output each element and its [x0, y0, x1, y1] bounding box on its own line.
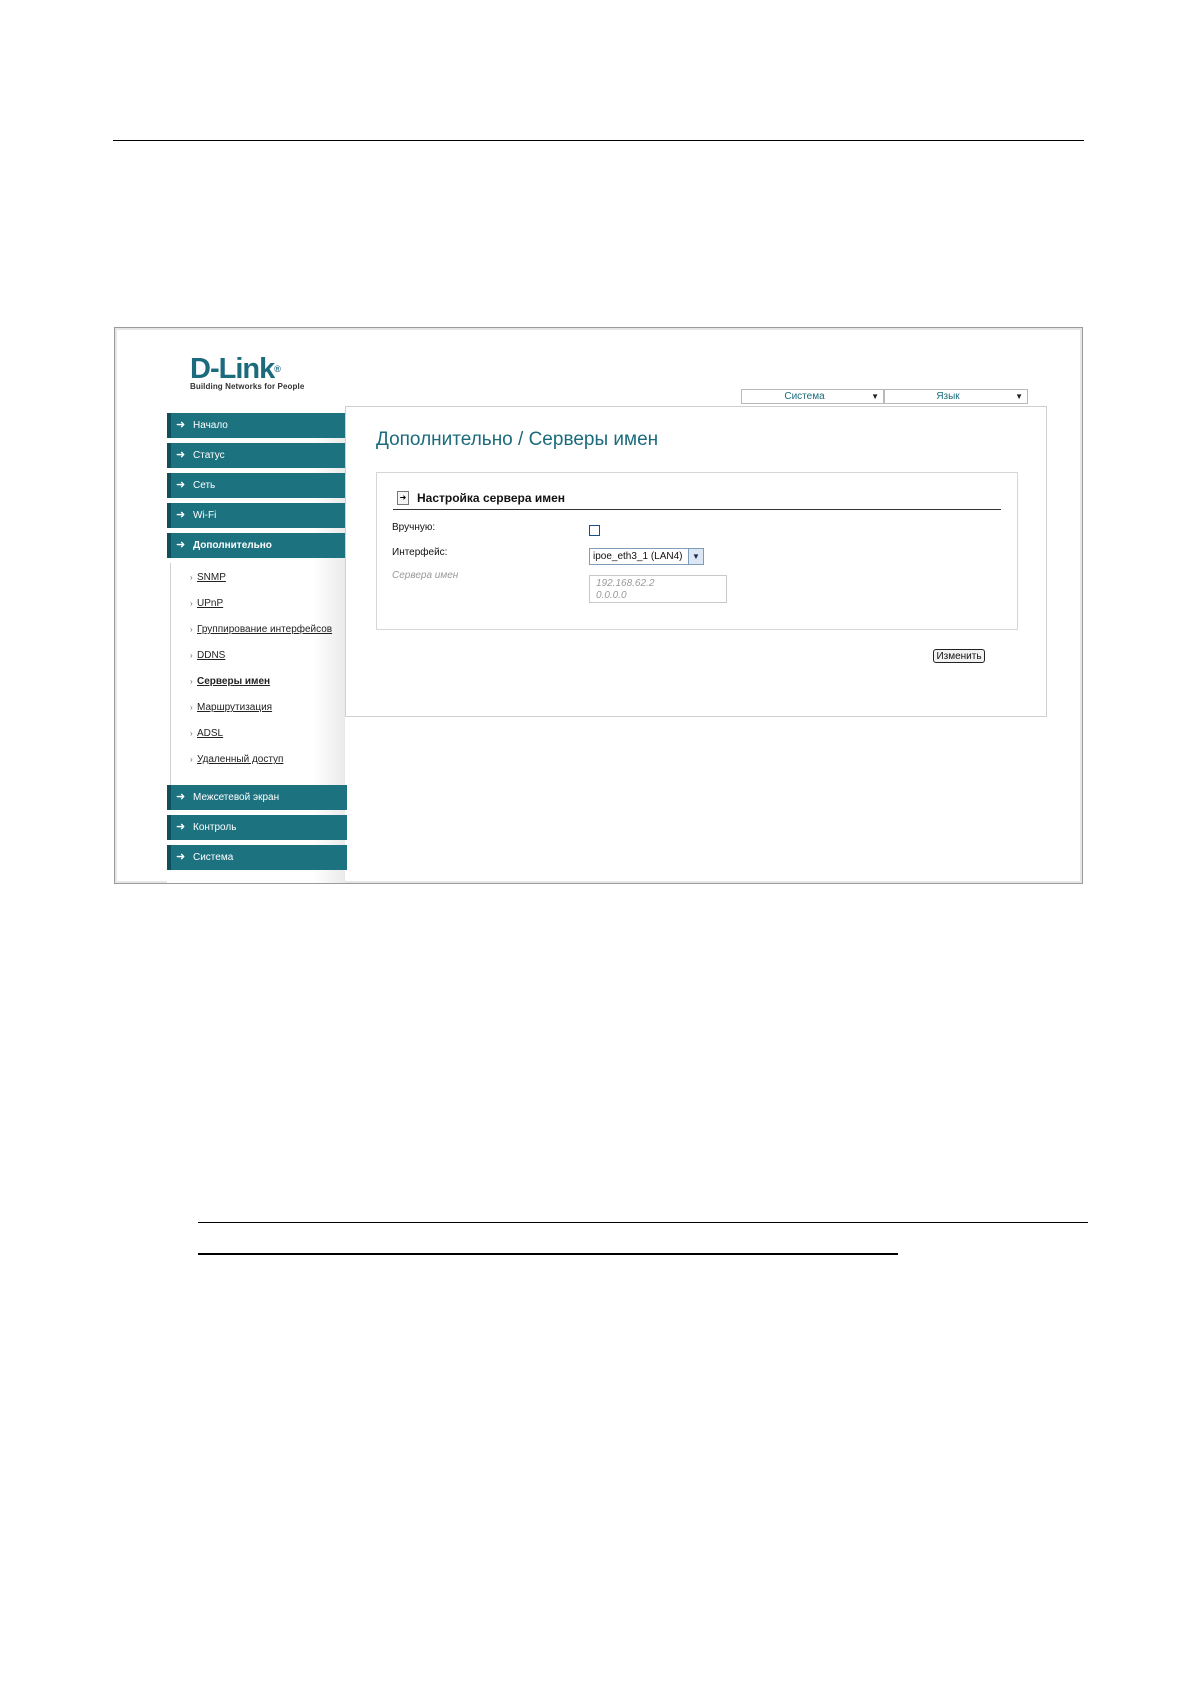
dropdown-arrow-icon: ▼ [1015, 392, 1023, 401]
submenu-item-label[interactable]: Маршрутизация [197, 702, 273, 713]
bullet-icon: › [190, 625, 193, 634]
sidebar-item-label: Межсетевой экран [193, 792, 280, 803]
language-label: Язык [936, 391, 960, 402]
arrow-right-icon: ➜ [176, 821, 186, 833]
sidebar-item-system[interactable] [167, 845, 347, 870]
bullet-icon: › [190, 729, 193, 738]
submenu-item-label[interactable]: Серверы имен [197, 676, 271, 687]
submenu-item-adsl[interactable] [171, 723, 347, 749]
name-server-entry: 0.0.0.0 [596, 590, 627, 601]
router-web-ui-screenshot [114, 327, 1083, 884]
submenu-item-label[interactable]: DDNS [197, 650, 226, 661]
logo-text: D-Link [190, 353, 275, 385]
dropdown-arrow-icon: ▼ [871, 392, 879, 401]
chevron-down-icon[interactable]: ▼ [688, 549, 703, 564]
name-server-entry: 192.168.62.2 [596, 578, 655, 589]
arrow-right-icon: ➜ [176, 449, 186, 461]
submenu-item-label[interactable]: UPnP [197, 598, 224, 609]
main-content [345, 406, 1047, 717]
interface-select-value: ipoe_eth3_1 (LAN4) [593, 551, 683, 562]
dlink-logo [190, 354, 304, 391]
submenu-item-label[interactable]: Удаленный доступ [197, 754, 284, 765]
sidebar-item-label: Система [193, 852, 234, 863]
manual-label: Вручную: [392, 522, 436, 533]
sidebar-item-label: Начало [193, 420, 228, 431]
sidebar-item-label: Статус [193, 450, 225, 461]
arrow-right-icon: ➜ [176, 539, 186, 551]
sidebar-item-label: Дополнительно [193, 540, 272, 551]
bullet-icon: › [190, 651, 193, 660]
sidebar-item-control[interactable] [167, 815, 347, 840]
bullet-icon: › [190, 755, 193, 764]
sidebar-item-wifi[interactable] [167, 503, 347, 528]
sidebar-item-status[interactable] [167, 443, 347, 468]
submenu-item-routing[interactable] [171, 697, 347, 723]
submenu-item-remote-access[interactable] [171, 749, 347, 775]
interface-select[interactable] [589, 548, 704, 565]
bullet-icon: › [190, 703, 193, 712]
footnote-rule-2 [198, 1253, 898, 1255]
name-servers-textarea[interactable] [589, 575, 727, 603]
page-arrow-icon: ➜ [397, 491, 409, 505]
submenu-item-label[interactable]: SNMP [197, 572, 226, 583]
submenu-item-snmp[interactable] [171, 567, 347, 593]
bullet-icon: › [190, 599, 193, 608]
bullet-icon: › [190, 677, 193, 686]
system-menu-select[interactable] [741, 389, 884, 404]
arrow-right-icon: ➜ [176, 419, 186, 431]
footnote-rule-1 [198, 1222, 1088, 1223]
arrow-right-icon: ➜ [176, 851, 186, 863]
logo-registered-mark: ® [274, 364, 280, 374]
submenu-item-name-servers[interactable] [171, 671, 347, 697]
sidebar-item-advanced[interactable] [167, 533, 347, 558]
advanced-submenu [170, 563, 347, 785]
arrow-right-icon: ➜ [176, 509, 186, 521]
arrow-right-icon: ➜ [176, 791, 186, 803]
panel-header [393, 489, 1001, 510]
submenu-item-ddns[interactable] [171, 645, 347, 671]
name-servers-label: Сервера имен [392, 570, 459, 581]
submenu-item-label[interactable]: Группирование интерфейсов [197, 624, 333, 635]
page-title: Дополнительно / Серверы имен [376, 429, 659, 450]
sidebar-item-label: Контроль [193, 822, 237, 833]
arrow-right-icon: ➜ [176, 479, 186, 491]
manual-checkbox[interactable] [589, 525, 600, 536]
panel-title: Настройка сервера имен [417, 491, 566, 505]
submenu-item-label[interactable]: ADSL [197, 728, 224, 739]
submenu-item-upnp[interactable] [171, 593, 347, 619]
sidebar-item-network[interactable] [167, 473, 347, 498]
submenu-item-interface-grouping[interactable] [171, 619, 347, 645]
sidebar-item-firewall[interactable] [167, 785, 347, 810]
top-rule [113, 140, 1084, 141]
sidebar-item-start[interactable] [167, 413, 347, 438]
language-select[interactable] [884, 389, 1028, 404]
system-menu-label: Система [784, 391, 825, 402]
bullet-icon: › [190, 573, 193, 582]
name-server-settings-panel [376, 472, 1018, 630]
sidebar-item-label: Сеть [193, 480, 216, 491]
change-button[interactable]: Изменить [933, 649, 985, 663]
logo-tagline: Building Networks for People [190, 382, 305, 391]
sidebar [167, 413, 347, 875]
sidebar-item-label: Wi-Fi [193, 510, 217, 521]
interface-label: Интерфейс: [392, 547, 448, 558]
